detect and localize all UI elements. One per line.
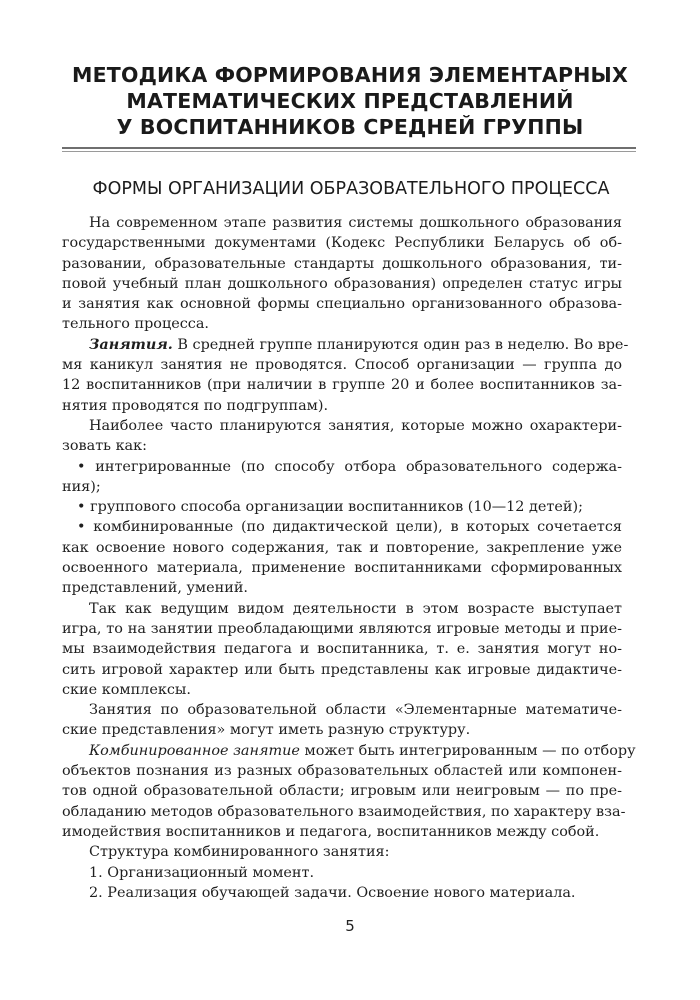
bullet-item: • интегрированные (по способу отбора образовательного содержа- bbox=[77, 458, 622, 475]
text-line: На современном этапе развития системы дошкольного образования bbox=[89, 215, 622, 231]
text-line: разовании, образовательные стандарты дошкольного образования, ти- bbox=[62, 255, 622, 272]
text-line: объектов познания из разных образовательных областей или компонен- bbox=[62, 763, 622, 780]
text-line: повой учебный план дошкольного образования) определен статус игры bbox=[62, 275, 622, 292]
numbered-item: 2. Реализация обучающей задачи. Освоение нового материала. bbox=[89, 884, 576, 901]
text-line: тельного процесса. bbox=[62, 316, 209, 333]
bullet-item: • группового способа организации воспитанников (10—12 детей); bbox=[77, 499, 583, 516]
text-line: Так как ведущим видом деятельности в этом возрасте выступает bbox=[89, 600, 622, 617]
text-run: может быть интегрированным — по отбору bbox=[299, 742, 636, 759]
section-title: ФОРМЫ ОРГАНИЗАЦИИ ОБРАЗОВАТЕЛЬНОГО ПРОЦЕССА bbox=[92, 179, 610, 199]
text-line: сить игровой характер или быть представлены как игровые дидактиче- bbox=[62, 661, 622, 678]
text-line: игра, то на занятии преобладающими являются игровые методы и прие- bbox=[62, 620, 622, 637]
bullet-item: • комбинированные (по дидактической цели), в которых сочетается bbox=[77, 519, 622, 536]
text-line: как освоение нового содержания, так и повторение, закрепление уже bbox=[62, 539, 622, 556]
text-line: мя каникул занятия не проводятся. Способ организации — группа до bbox=[62, 357, 622, 374]
text-line: Занятия по образовательной области «Элементарные математиче- bbox=[89, 702, 622, 719]
text-line: Структура комбинированного занятия: bbox=[89, 844, 390, 861]
text-line: ния); bbox=[62, 478, 101, 495]
text-line: 12 воспитанников (при наличии в группе 20 и более воспитанников за- bbox=[62, 377, 622, 394]
text-line: Наиболее часто планируются занятия, которые можно охарактери- bbox=[89, 417, 622, 434]
text-line: мы взаимодействия педагога и воспитанника, т. е. занятия могут но- bbox=[62, 641, 622, 658]
term-zanyatiya: Занятия. bbox=[89, 335, 173, 353]
text-line: ские комплексы. bbox=[62, 681, 191, 698]
text-run: В средней группе планируются один раз в неделю. Во вре- bbox=[172, 336, 629, 353]
chapter-title-line: У ВОСПИТАННИКОВ СРЕДНЕЙ ГРУППЫ bbox=[116, 115, 584, 139]
text-line: тов одной образовательной области; игровым или неигровым — по пре- bbox=[62, 783, 622, 800]
title-divider-thick bbox=[62, 147, 636, 149]
text-line: обладанию методов образовательного взаимодействия, по характеру вза- bbox=[62, 803, 626, 820]
body-text bbox=[62, 213, 636, 903]
text-line: представлений, умений. bbox=[62, 580, 248, 597]
text-line: зовать как: bbox=[62, 438, 147, 455]
text-line bbox=[62, 741, 636, 761]
text-line: имодействия воспитанников и педагога, воспитанников между собой. bbox=[62, 823, 600, 840]
text-line: государственными документами (Кодекс Республики Беларусь об об- bbox=[62, 235, 622, 252]
text-line: нятия проводятся по подгруппам). bbox=[62, 397, 329, 414]
numbered-item: 1. Организационный момент. bbox=[89, 864, 315, 881]
title-divider-thin bbox=[62, 151, 636, 152]
page-number: 5 bbox=[345, 917, 355, 935]
text-line: ские представления» могут иметь разную структуру. bbox=[62, 722, 471, 739]
text-line bbox=[62, 335, 629, 355]
chapter-title-line: МЕТОДИКА ФОРМИРОВАНИЯ ЭЛЕМЕНТАРНЫХ bbox=[71, 63, 629, 87]
text-line: и занятия как основной формы специально организованного образова- bbox=[62, 296, 622, 313]
term-combined-lesson: Комбинированное занятие bbox=[89, 742, 300, 759]
chapter-title bbox=[60, 62, 640, 140]
chapter-title-line: МАТЕМАТИЧЕСКИХ ПРЕДСТАВЛЕНИЙ bbox=[126, 89, 574, 113]
text-line: освоенного материала, применение воспитанниками сформированных bbox=[62, 560, 622, 577]
